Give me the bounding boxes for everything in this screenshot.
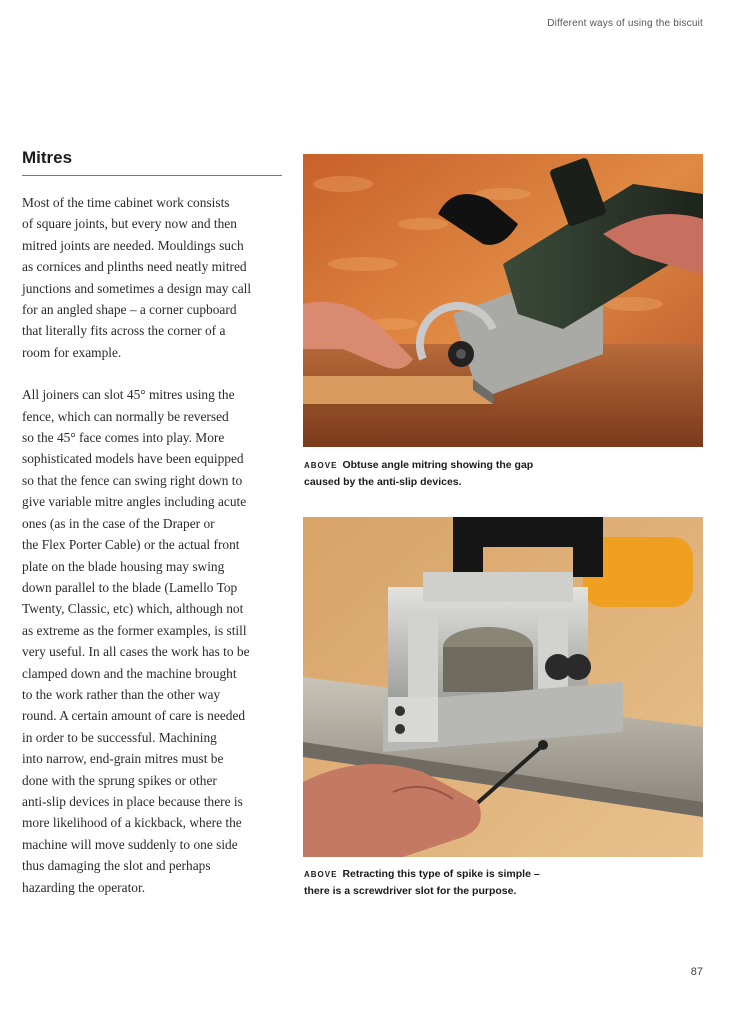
text-line: as extreme as the former examples, is still xyxy=(22,622,247,638)
text-line: ones (as in the case of the Draper or xyxy=(22,515,215,531)
text-line: more likelihood of a kickback, where the xyxy=(22,815,242,831)
text-line: mitred joints are needed. Mouldings such xyxy=(22,237,244,253)
caption-1 xyxy=(304,457,554,490)
caption-line: there is a screwdriver slot for the purpose. xyxy=(304,885,517,897)
text-line: very useful. In all cases the work has to be xyxy=(22,644,250,660)
text-line: to the work rather than the other way xyxy=(22,686,221,702)
photo-obtuse-mitring-illustration xyxy=(303,154,703,447)
text-line: for an angled shape – a corner cupboard xyxy=(22,302,237,318)
text-line: as cornices and plinths need neatly mitred xyxy=(22,259,247,275)
caption-tag: ABOVE xyxy=(304,870,338,879)
text-line: into narrow, end-grain mitres must be xyxy=(22,751,224,767)
text-line: thus damaging the slot and perhaps xyxy=(22,858,211,874)
photo-retracting-spike xyxy=(303,517,703,857)
text-line: the Flex Porter Cable) or the actual front xyxy=(22,537,240,553)
paragraph-1 xyxy=(22,192,284,363)
text-line: room for example. xyxy=(22,344,122,360)
text-line: Twenty, Classic, etc) which, although not xyxy=(22,601,244,617)
text-line: clamped down and the machine brought xyxy=(22,665,237,681)
text-line: so the 45° face comes into play. More xyxy=(22,430,225,446)
text-line: of square joints, but every now and then xyxy=(22,216,237,232)
text-line: Most of the time cabinet work consists xyxy=(22,195,230,210)
text-line: hazarding the operator. xyxy=(22,879,146,895)
caption-line: Retracting this type of spike is simple – xyxy=(342,868,540,880)
page-number: 87 xyxy=(690,966,703,978)
text-line: that literally fits across the corner of a xyxy=(22,323,226,339)
paragraph-2 xyxy=(22,384,284,898)
photo-retracting-spike-illustration xyxy=(303,517,703,857)
text-line: sophisticated models have been equipped xyxy=(22,451,244,467)
text-line: junctions and sometimes a design may call xyxy=(22,280,252,296)
text-line: round. A certain amount of care is needed xyxy=(22,708,246,724)
text-line: plate on the blade housing may swing xyxy=(22,558,225,574)
text-line: done with the sprung spikes or other xyxy=(22,772,217,788)
text-line: in order to be successful. Machining xyxy=(22,729,217,745)
text-line: anti-slip devices in place because there is xyxy=(22,793,243,809)
title-rule xyxy=(22,175,282,176)
caption-2 xyxy=(304,866,564,899)
body-text xyxy=(22,192,284,898)
text-line: machine will move suddenly to one side xyxy=(22,836,238,852)
text-line: fence, which can normally be reversed xyxy=(22,408,229,424)
caption-line: Obtuse angle mitring showing the gap xyxy=(342,459,534,471)
photo-obtuse-mitring xyxy=(303,154,703,447)
running-head: Different ways of using the biscuit xyxy=(547,18,703,29)
text-line: give variable mitre angles including acute xyxy=(22,494,247,510)
text-line: All joiners can slot 45° mitres using the xyxy=(22,387,235,403)
caption-tag: ABOVE xyxy=(304,461,338,470)
section-title: Mitres xyxy=(22,148,73,167)
text-line: so that the fence can swing right down to xyxy=(22,472,243,488)
caption-line: caused by the anti-slip devices. xyxy=(304,476,462,488)
text-line: down parallel to the blade (Lamello Top xyxy=(22,579,238,595)
